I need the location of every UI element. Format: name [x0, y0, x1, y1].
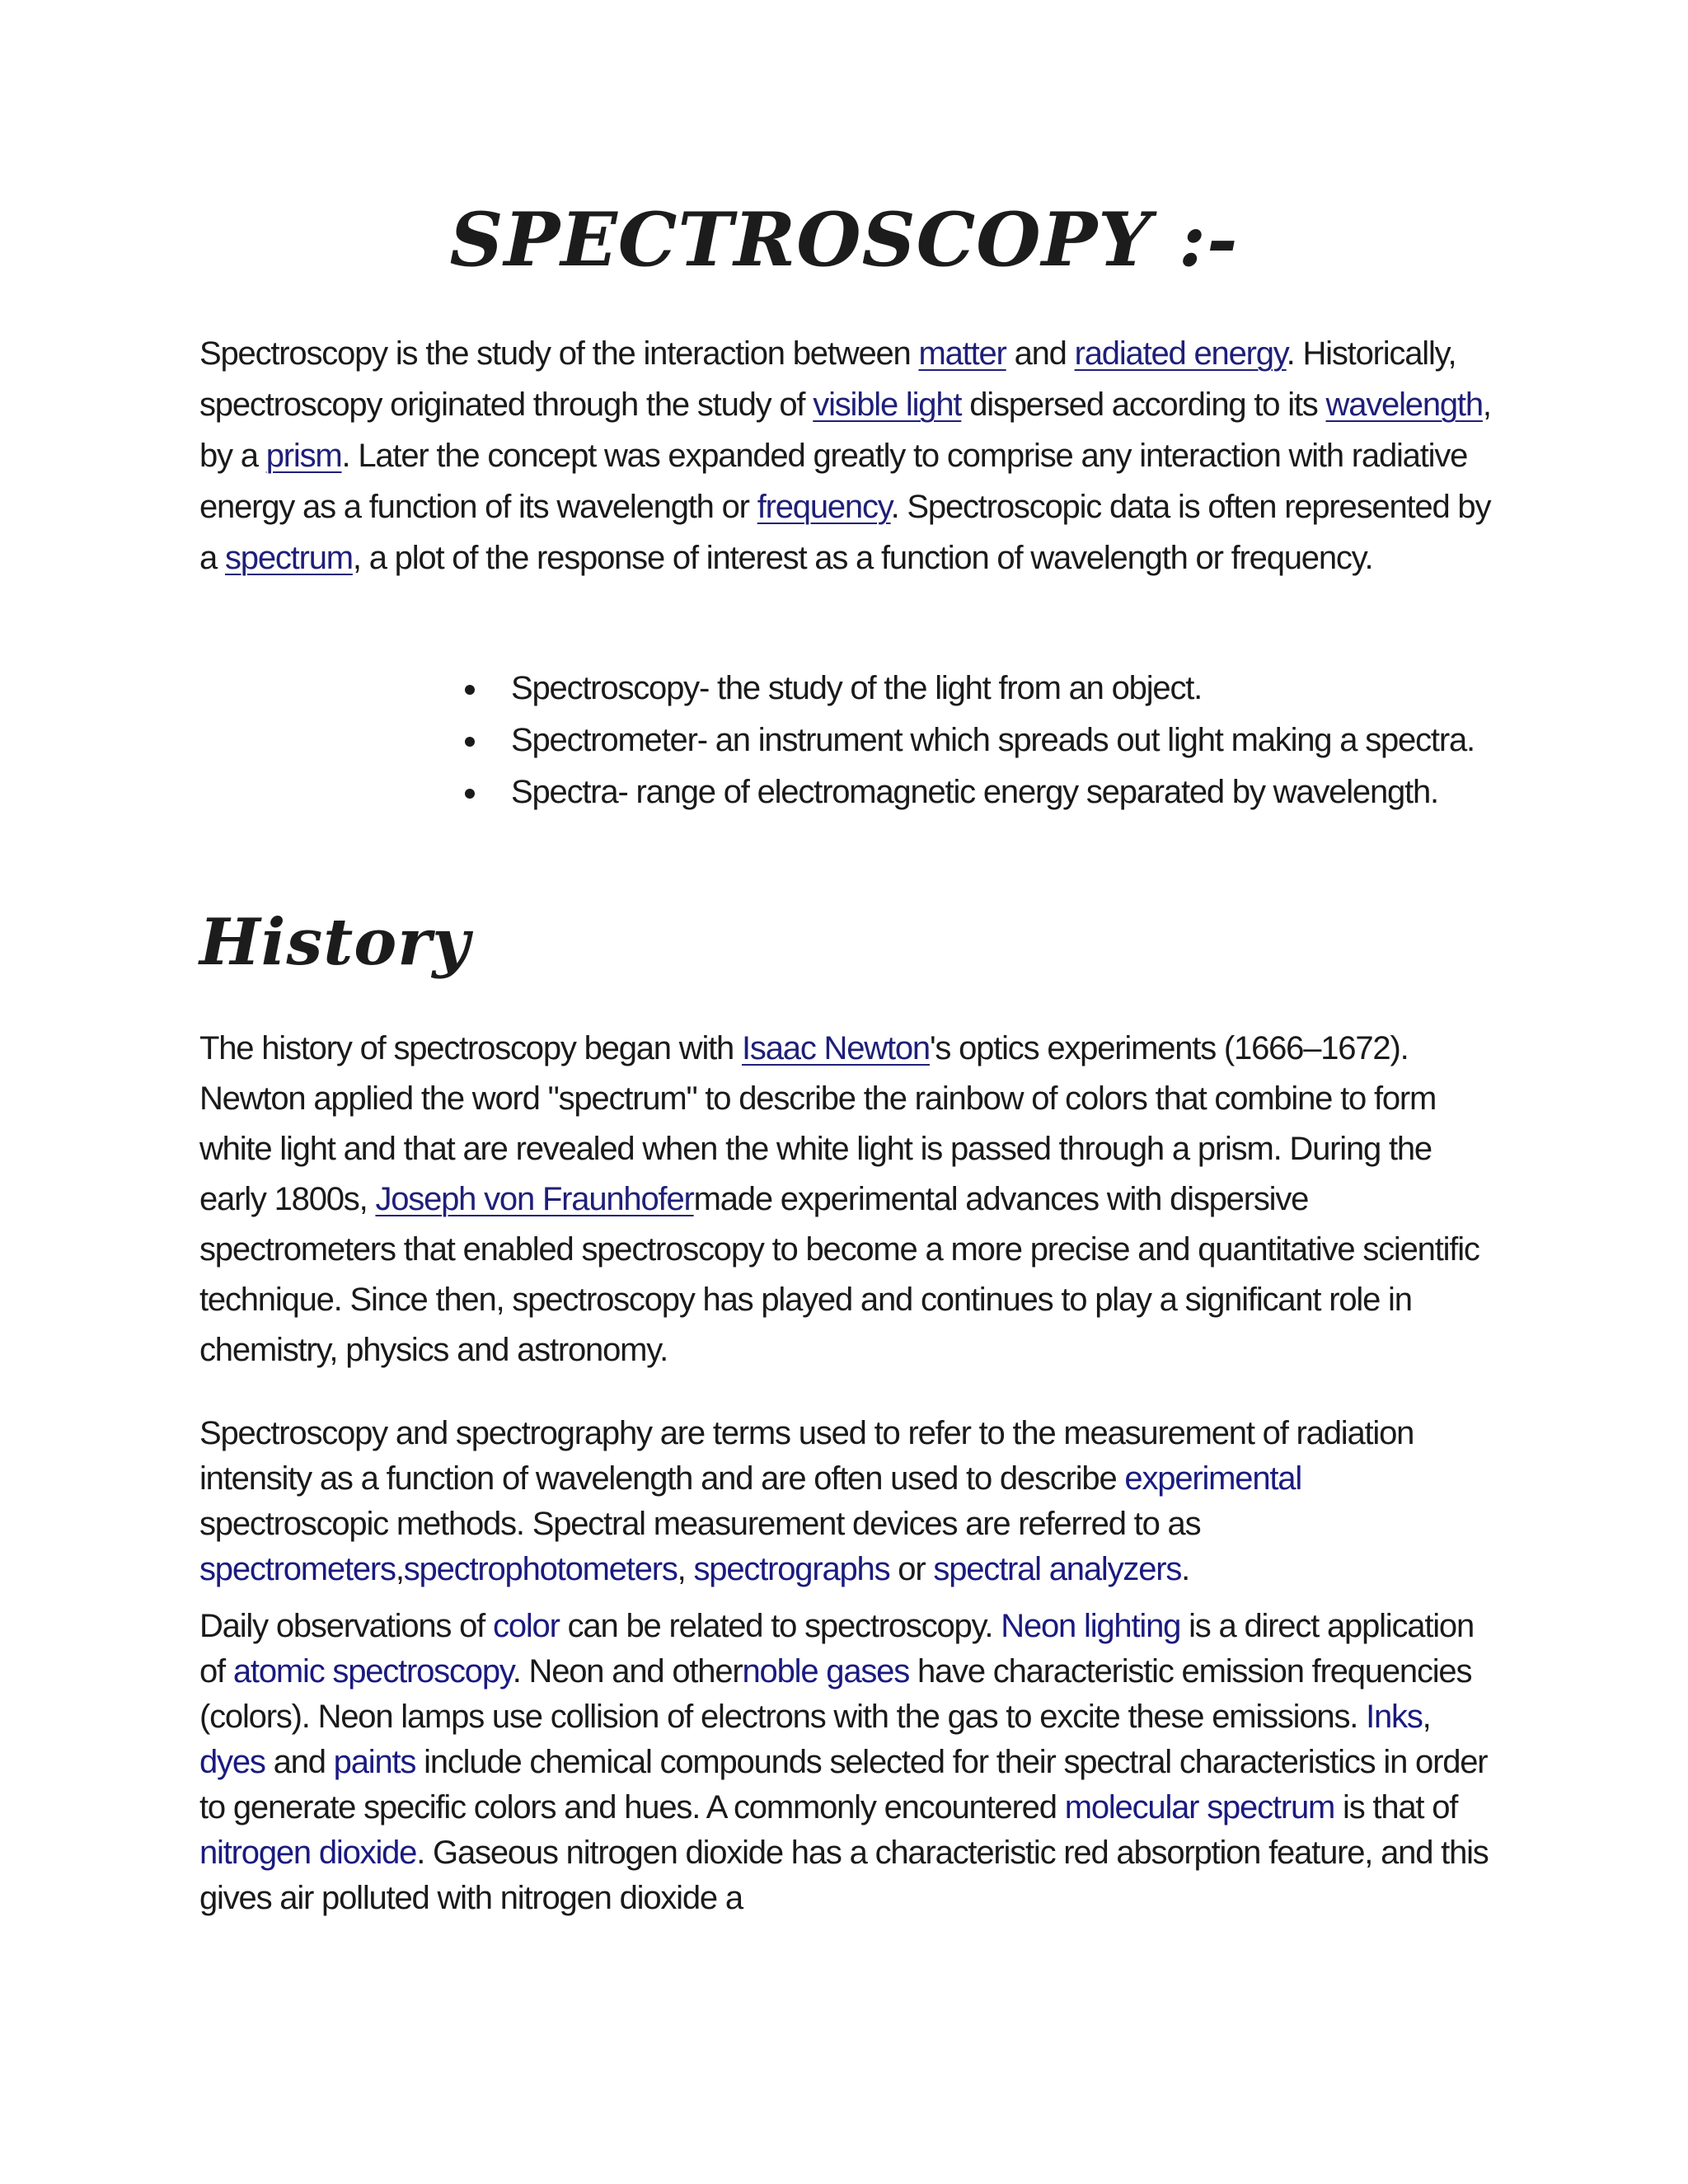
link-joseph-von-fraunhofer[interactable]: Joseph von Fraunhofer — [375, 1181, 694, 1217]
link-noble-gases[interactable]: noble gases — [742, 1653, 910, 1690]
bullet-icon — [465, 737, 475, 747]
text-run: Daily observations of — [199, 1608, 494, 1644]
text-run: . — [1181, 1551, 1190, 1587]
text-run: . Later the concept was expanded greatly to comprise any interaction with radiative energy as a function of its wavelength or — [199, 438, 1468, 525]
link-nitrogen-dioxide[interactable]: nitrogen dioxide — [199, 1835, 417, 1871]
text-run: , a plot of the response of interest as a function of wavelength or frequency. — [352, 540, 1373, 576]
link-inks[interactable]: Inks — [1366, 1699, 1423, 1735]
text-run: . Neon and other — [512, 1653, 743, 1690]
text-run: made experimental advances with dispersive spectrometers that enabled spectroscopy to become a more precise and quantitative scientific technique. Since then, spectroscopy has played and continues to play a significant role in chemistry, physics and astronomy. — [199, 1181, 1479, 1368]
link-frequency[interactable]: frequency — [757, 489, 891, 525]
intro-paragraph — [199, 328, 1493, 583]
text-run: , — [395, 1551, 404, 1587]
link-visible-light[interactable]: visible light — [813, 387, 962, 423]
daily-observations-paragraph — [199, 1604, 1493, 1921]
text-run: . Gaseous nitrogen dioxide has a characteristic red absorption feature, and this gives air polluted with nitrogen dioxide a — [199, 1835, 1489, 1916]
text-run: include chemical compounds selected for their spectral characteristics in order to generate specific colors and hues. A commonly encountered — [199, 1744, 1488, 1825]
link-molecular-spectrum[interactable]: molecular spectrum — [1064, 1789, 1335, 1825]
text-run: . Spectroscopic data is often represented by a — [199, 489, 1491, 576]
list-item — [462, 766, 1500, 818]
text-run: , by a — [199, 387, 1491, 474]
history-heading: History — [199, 905, 471, 980]
definition-list — [462, 663, 1500, 818]
text-run: 's optics experiments (1666–1672). Newton applied the word "spectrum" to describe the rainbow of colors that combine to form white light and that are revealed when the white light is passed through a prism. During the early 1800s, — [199, 1030, 1437, 1217]
text-run: dispersed according to its — [961, 387, 1326, 423]
text-run: , — [677, 1551, 694, 1587]
text-run: or — [889, 1551, 934, 1587]
bullet-icon — [465, 789, 475, 799]
list-item-text: Spectroscopy- the study of the light from an object. — [511, 670, 1203, 706]
list-item — [462, 663, 1500, 715]
text-run: Spectroscopy and spectrography are terms used to refer to the measurement of radiation intensity as a function of wavelength and are often used to describe — [199, 1415, 1414, 1497]
text-run: and — [265, 1744, 334, 1780]
link-spectral-analyzers[interactable]: spectral analyzers — [933, 1551, 1182, 1587]
text-run: and — [1006, 335, 1075, 372]
text-run: can be related to spectroscopy. — [559, 1608, 1001, 1644]
list-item-text: Spectra- range of electromagnetic energy separated by wavelength. — [511, 774, 1438, 810]
list-item — [462, 715, 1500, 766]
link-color[interactable]: color — [493, 1608, 560, 1644]
text-run: is a direct application of — [199, 1608, 1475, 1690]
text-run: The history of spectroscopy began with — [199, 1030, 743, 1066]
link-spectrum[interactable]: spectrum — [224, 540, 353, 576]
link-matter[interactable]: matter — [918, 335, 1006, 372]
text-run: . Historically, spectroscopy originated through the study of — [199, 335, 1456, 423]
text-run: is that of — [1334, 1789, 1458, 1825]
link-isaac-newton[interactable]: Isaac Newton — [742, 1030, 930, 1066]
link-wavelength[interactable]: wavelength — [1325, 387, 1483, 423]
text-run: spectroscopic methods. Spectral measurement devices are referred to as — [199, 1506, 1201, 1542]
link-experimental[interactable]: experimental — [1124, 1460, 1302, 1497]
link-radiated-energy[interactable]: radiated energy — [1074, 335, 1287, 372]
page-title: SPECTROSCOPY :- — [449, 196, 1239, 284]
text-run: have characteristic emission frequencies (colors). Neon lamps use collision of electrons with the gas to excite these emissions. — [199, 1653, 1472, 1735]
link-neon-lighting[interactable]: Neon lighting — [1001, 1608, 1181, 1644]
list-item-text: Spectrometer- an instrument which spreads out light making a spectra. — [511, 722, 1475, 758]
link-paints[interactable]: paints — [333, 1744, 416, 1780]
link-prism[interactable]: prism — [265, 438, 342, 474]
link-spectrographs[interactable]: spectrographs — [693, 1551, 890, 1587]
link-spectrophotometers[interactable]: spectrophotometers — [403, 1551, 678, 1587]
link-atomic-spectroscopy[interactable]: atomic spectroscopy — [232, 1653, 513, 1690]
link-spectrometers[interactable]: spectrometers — [199, 1551, 396, 1587]
link-dyes[interactable]: dyes — [199, 1744, 265, 1780]
text-run: , — [1422, 1699, 1431, 1735]
text-run: Spectroscopy is the study of the interaction between — [199, 335, 919, 372]
spectrography-paragraph — [199, 1411, 1493, 1592]
history-paragraph — [199, 1024, 1493, 1376]
bullet-icon — [465, 685, 475, 695]
